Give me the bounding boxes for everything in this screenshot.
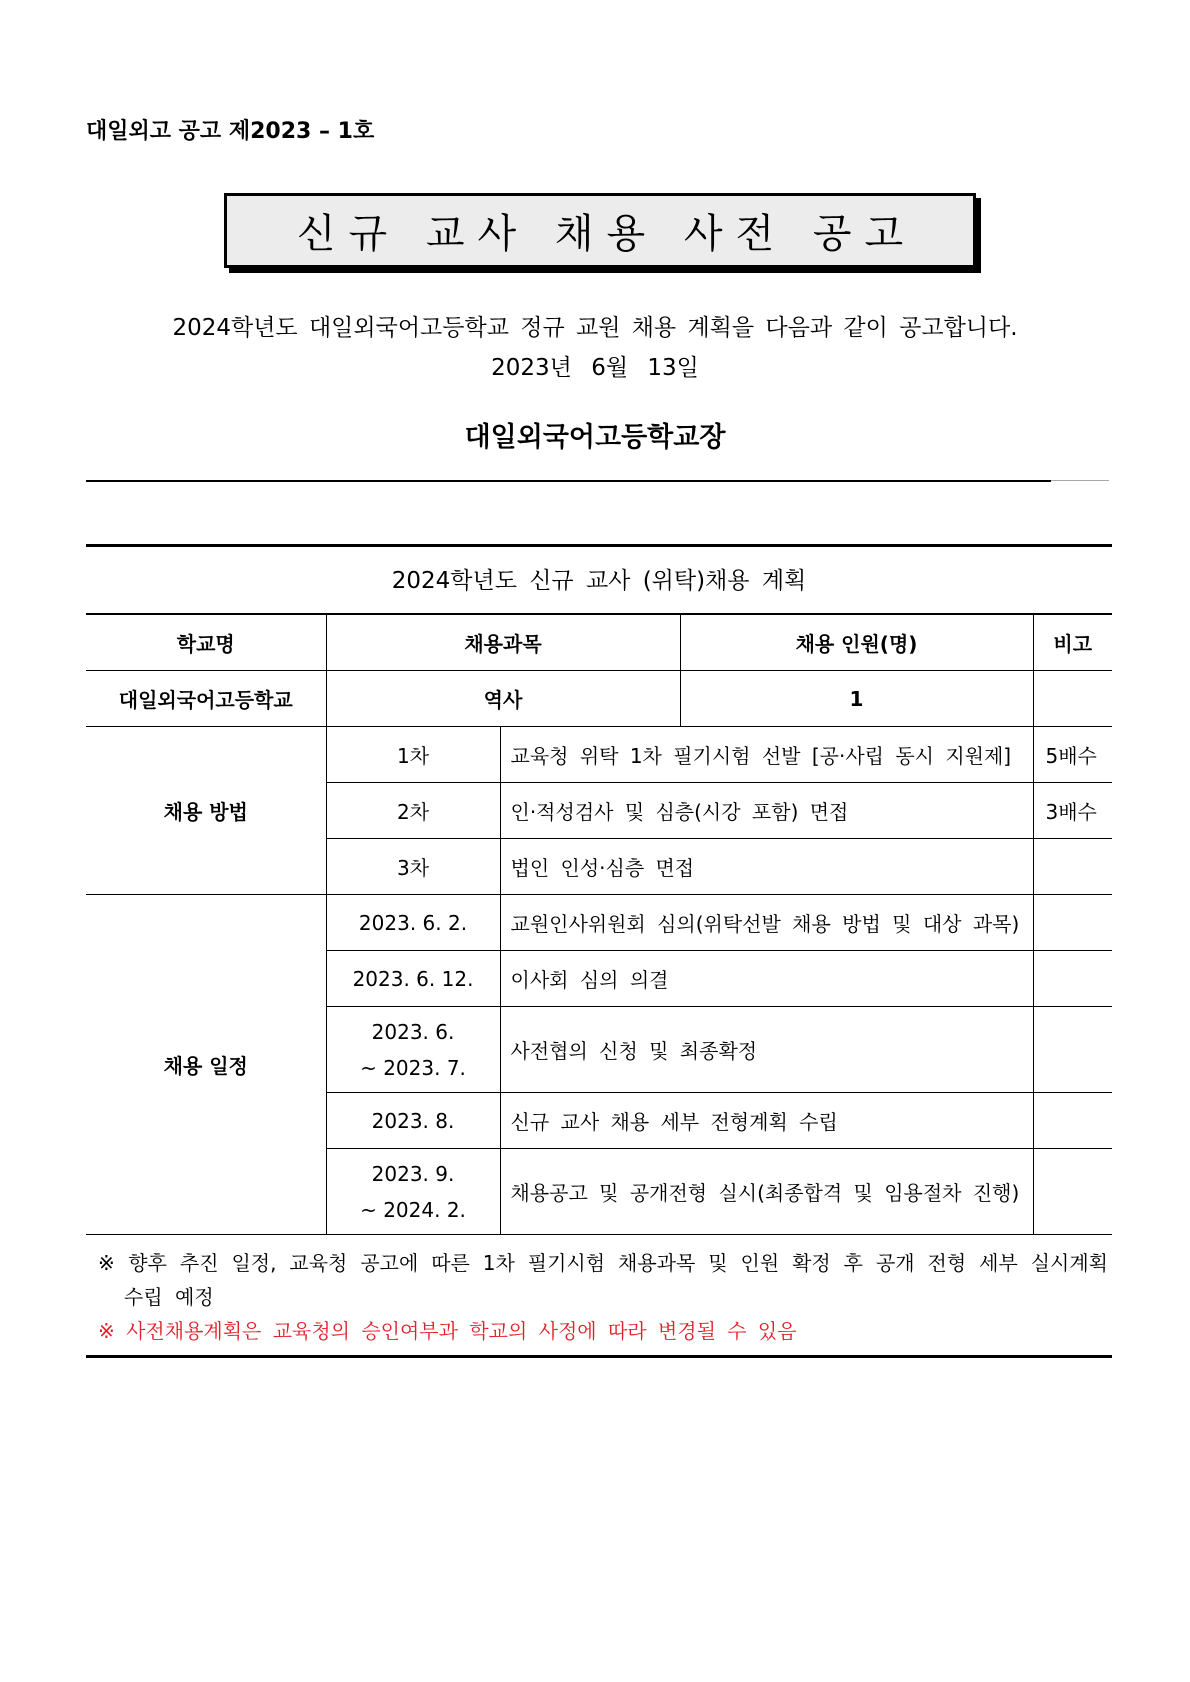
header-count: 채용 인원(명) [680,614,1033,671]
hiring-plan-table [86,613,1112,1235]
intro-text: 2024학년도 대일외국어고등학교 정규 교원 채용 계획을 다음과 같이 공고합니다. [172,315,1018,341]
table-title: 2024학년도 신규 교사 (위탁)채용 계획 [391,568,807,594]
schedule-date-end: ~ 2023. 7. [360,1055,466,1080]
title-box [224,193,976,268]
schedule-date-start: 2023. 6. [371,1019,455,1044]
section-top-rule [86,544,1112,547]
cell-school: 대일외국어고등학교 [86,671,326,727]
section-bottom-rule [86,1355,1112,1358]
schedule-desc: 이사회 심의 의결 [500,951,1033,1007]
schedule-desc: 교원인사위원회 심의(위탁선발 채용 방법 및 대상 과목) [500,895,1033,951]
header-school: 학교명 [86,614,326,671]
schedule-note [1033,951,1112,1007]
schedule-date-start: 2023. 6. 2. [358,910,468,935]
header-subject: 채용과목 [326,614,680,671]
table-row [86,671,1112,727]
method-label: 채용 방법 [86,727,326,895]
schedule-date [326,951,500,1007]
divider [86,480,1051,482]
notice-number: 대일외고 공고 제2023 – 1호 [86,119,375,144]
schedule-date-start: 2023. 8. [371,1108,455,1133]
method-desc: 교육청 위탁 1차 필기시험 선발 [공·사립 동시 지원제] [500,727,1033,783]
schedule-note [1033,1149,1112,1235]
method-note [1033,839,1112,895]
method-desc: 인·적성검사 및 심층(시강 포함) 면접 [500,783,1033,839]
footnote-schedule: ※ 향후 추진 일정, 교육청 공고에 따른 1차 필기시험 채용과목 및 인원 확정 후 공개 전형 세부 실시계획 수립 예정 [98,1251,1108,1309]
table-row [86,895,1112,951]
schedule-date-end: ~ 2024. 2. [360,1197,466,1222]
schedule-date-start: 2023. 6. 12. [352,966,474,991]
principal-signature: 대일외국어고등학교장 [464,422,726,453]
footnote-warning: ※ 사전채용계획은 교육청의 승인여부과 학교의 사정에 따라 변경될 수 있음 [98,1319,797,1343]
schedule-desc: 사전협의 신청 및 최종확정 [500,1007,1033,1093]
schedule-date-start: 2023. 9. [371,1161,455,1186]
table-header-row [86,614,1112,671]
divider-extension [1051,480,1109,481]
document-title: 신규 교사 채용 사전 공고 [296,211,917,257]
announcement-date: 2023년 6월 13일 [491,355,699,381]
method-step: 2차 [326,783,500,839]
schedule-date [326,1093,500,1149]
cell-note [1033,671,1112,727]
method-note: 5배수 [1033,727,1112,783]
cell-subject: 역사 [326,671,680,727]
method-step: 3차 [326,839,500,895]
schedule-date [326,1149,500,1235]
header-note: 비고 [1033,614,1112,671]
schedule-desc: 채용공고 및 공개전형 실시(최종합격 및 임용절차 진행) [500,1149,1033,1235]
table-row [86,727,1112,783]
method-step: 1차 [326,727,500,783]
method-note: 3배수 [1033,783,1112,839]
schedule-note [1033,895,1112,951]
method-desc: 법인 인성·심층 면접 [500,839,1033,895]
schedule-note [1033,1007,1112,1093]
schedule-date [326,895,500,951]
cell-count: 1 [680,671,1033,727]
schedule-desc: 신규 교사 채용 세부 전형계획 수립 [500,1093,1033,1149]
schedule-note [1033,1093,1112,1149]
schedule-date [326,1007,500,1093]
schedule-label: 채용 일정 [86,895,326,1235]
